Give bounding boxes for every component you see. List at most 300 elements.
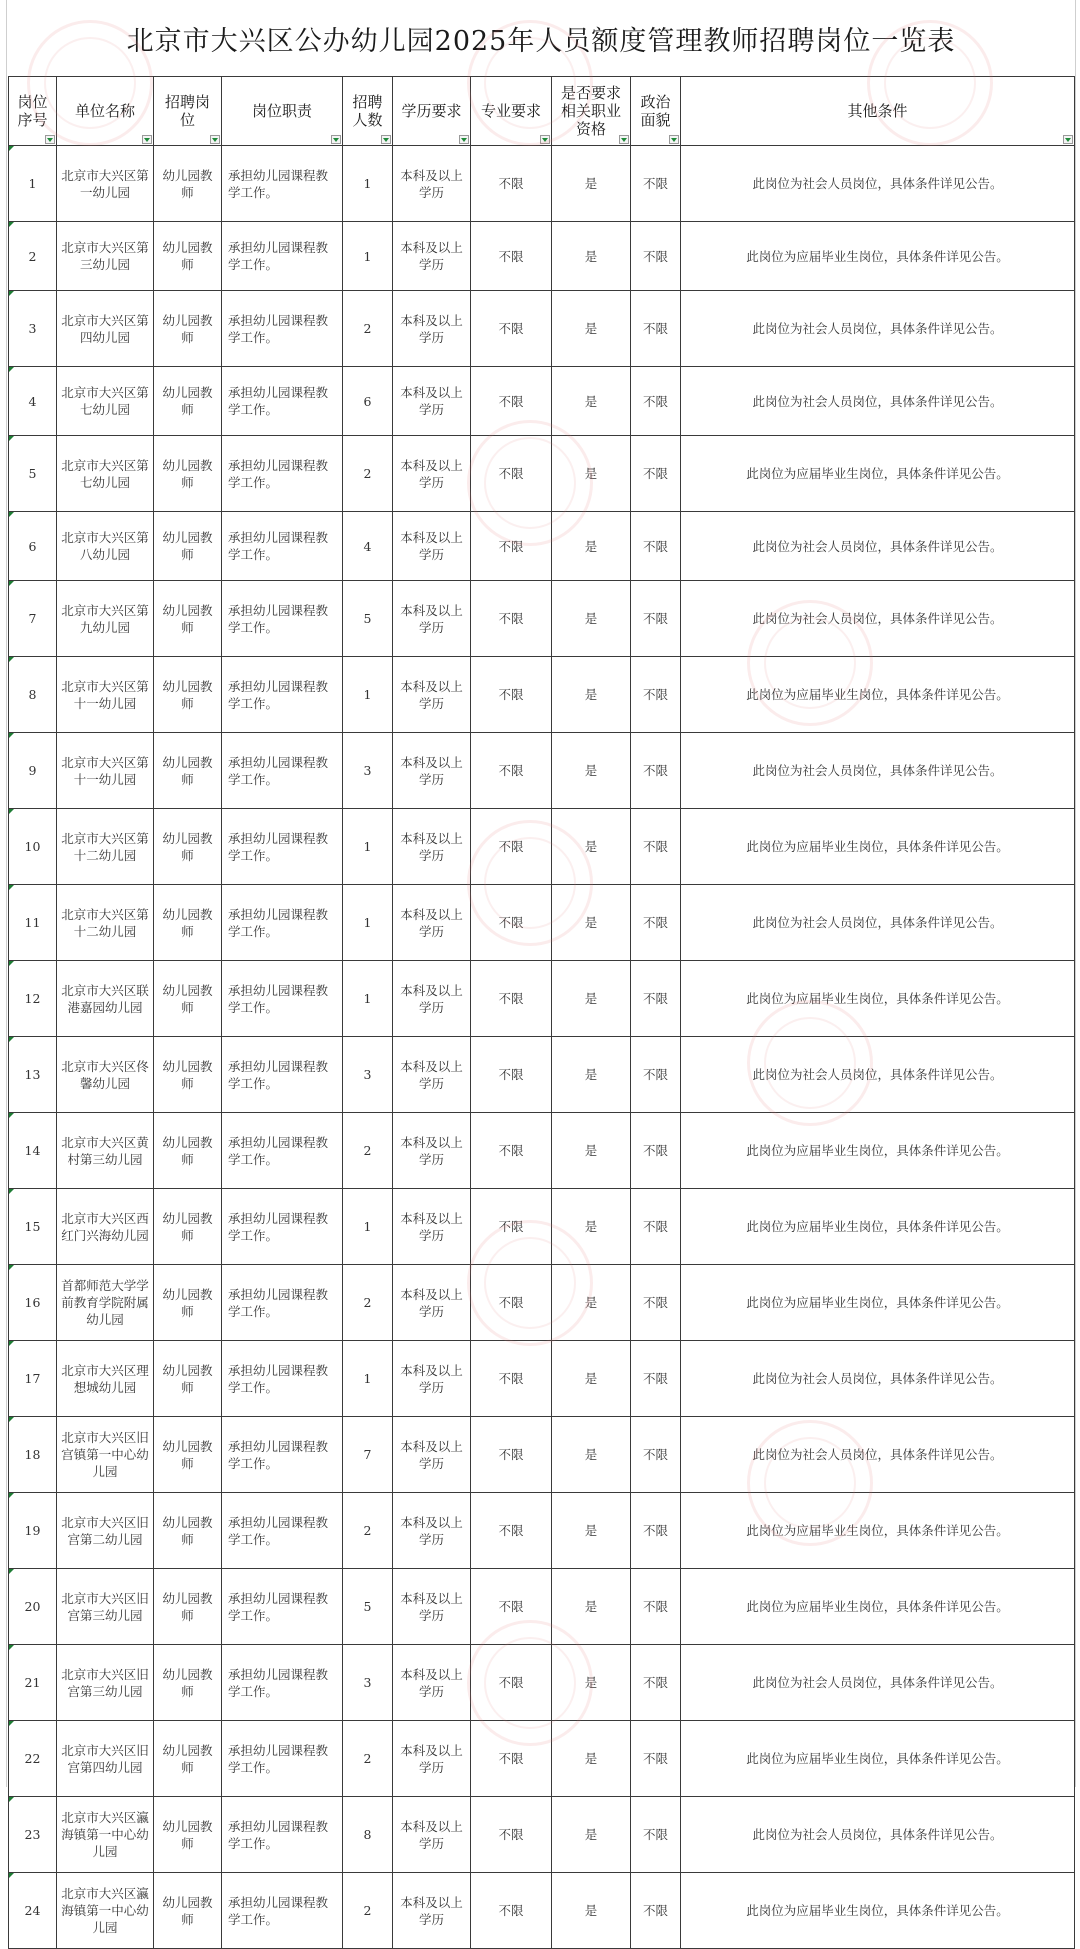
table-row — [9, 581, 1075, 657]
cell-education[interactable]: 本科及以上学历 — [393, 1873, 471, 1949]
cell-major[interactable]: 不限 — [471, 146, 552, 222]
cell-post[interactable]: 幼儿园教师 — [154, 1037, 222, 1113]
cell-other-conditions[interactable]: 此岗位为应届毕业生岗位，具体条件详见公告。 — [681, 1189, 1075, 1265]
cell-education[interactable]: 本科及以上学历 — [393, 146, 471, 222]
cell-qualification[interactable]: 是 — [552, 367, 631, 436]
cell-major[interactable]: 不限 — [471, 1721, 552, 1797]
cell-post[interactable]: 幼儿园教师 — [154, 1265, 222, 1341]
filter-dropdown-icon[interactable] — [619, 135, 629, 144]
cell-post-number[interactable]: 15 — [9, 1189, 57, 1265]
cell-post[interactable]: 幼儿园教师 — [154, 733, 222, 809]
cell-post[interactable]: 幼儿园教师 — [154, 657, 222, 733]
cell-other-conditions[interactable]: 此岗位为社会人员岗位，具体条件详见公告。 — [681, 1037, 1075, 1113]
cell-qualification[interactable]: 是 — [552, 1645, 631, 1721]
header-cell[interactable]: 是否要求相关职业资格 — [552, 77, 631, 146]
cell-post-number[interactable]: 14 — [9, 1113, 57, 1189]
cell-other-conditions[interactable]: 此岗位为社会人员岗位，具体条件详见公告。 — [681, 291, 1075, 367]
cell-post-number[interactable]: 24 — [9, 1873, 57, 1949]
cell-other-conditions[interactable]: 此岗位为社会人员岗位，具体条件详见公告。 — [681, 146, 1075, 222]
cell-major[interactable]: 不限 — [471, 885, 552, 961]
cell-post-number[interactable]: 23 — [9, 1797, 57, 1873]
cell-headcount[interactable]: 2 — [343, 1721, 393, 1797]
cell-unit-name[interactable]: 北京市大兴区第十二幼儿园 — [57, 809, 154, 885]
cell-other-conditions[interactable]: 此岗位为应届毕业生岗位，具体条件详见公告。 — [681, 961, 1075, 1037]
cell-comment-indicator-icon — [9, 1721, 14, 1726]
cell-post[interactable]: 幼儿园教师 — [154, 1417, 222, 1493]
header-cell[interactable]: 专业要求 — [471, 77, 552, 146]
cell-political-status[interactable]: 不限 — [631, 436, 681, 512]
cell-qualification[interactable]: 是 — [552, 512, 631, 581]
cell-headcount[interactable]: 3 — [343, 733, 393, 809]
cell-education[interactable]: 本科及以上学历 — [393, 1189, 471, 1265]
cell-political-status[interactable]: 不限 — [631, 885, 681, 961]
cell-major[interactable]: 不限 — [471, 1569, 552, 1645]
cell-major[interactable]: 不限 — [471, 1797, 552, 1873]
cell-qualification[interactable]: 是 — [552, 436, 631, 512]
cell-political-status[interactable]: 不限 — [631, 1113, 681, 1189]
cell-education[interactable]: 本科及以上学历 — [393, 1265, 471, 1341]
cell-political-status[interactable]: 不限 — [631, 1417, 681, 1493]
cell-duties[interactable]: 承担幼儿园课程教学工作。 — [222, 1417, 343, 1493]
cell-other-conditions[interactable]: 此岗位为社会人员岗位，具体条件详见公告。 — [681, 1341, 1075, 1417]
cell-political-status[interactable]: 不限 — [631, 1037, 681, 1113]
cell-duties[interactable]: 承担幼儿园课程教学工作。 — [222, 1341, 343, 1417]
cell-other-conditions[interactable]: 此岗位为社会人员岗位，具体条件详见公告。 — [681, 512, 1075, 581]
cell-major[interactable]: 不限 — [471, 436, 552, 512]
cell-political-status[interactable]: 不限 — [631, 1721, 681, 1797]
cell-post[interactable]: 幼儿园教师 — [154, 1873, 222, 1949]
cell-other-conditions[interactable]: 此岗位为应届毕业生岗位，具体条件详见公告。 — [681, 1873, 1075, 1949]
cell-comment-indicator-icon — [9, 1797, 14, 1802]
cell-political-status[interactable]: 不限 — [631, 733, 681, 809]
cell-headcount[interactable]: 2 — [343, 291, 393, 367]
cell-political-status[interactable]: 不限 — [631, 1569, 681, 1645]
filter-dropdown-icon[interactable] — [459, 135, 469, 144]
cell-unit-name[interactable]: 北京市大兴区佟馨幼儿园 — [57, 1037, 154, 1113]
cell-qualification[interactable]: 是 — [552, 1493, 631, 1569]
filter-dropdown-icon[interactable] — [45, 135, 55, 144]
cell-qualification[interactable]: 是 — [552, 657, 631, 733]
cell-other-conditions[interactable]: 此岗位为社会人员岗位，具体条件详见公告。 — [681, 1645, 1075, 1721]
table-row — [9, 1645, 1075, 1721]
cell-post[interactable]: 幼儿园教师 — [154, 291, 222, 367]
cell-duties[interactable]: 承担幼儿园课程教学工作。 — [222, 1569, 343, 1645]
cell-post-number[interactable]: 19 — [9, 1493, 57, 1569]
cell-unit-name[interactable]: 北京市大兴区第十一幼儿园 — [57, 733, 154, 809]
cell-qualification[interactable]: 是 — [552, 581, 631, 657]
cell-political-status[interactable]: 不限 — [631, 657, 681, 733]
cell-post-number[interactable]: 7 — [9, 581, 57, 657]
cell-other-conditions[interactable]: 此岗位为应届毕业生岗位，具体条件详见公告。 — [681, 1569, 1075, 1645]
cell-duties[interactable]: 承担幼儿园课程教学工作。 — [222, 1113, 343, 1189]
cell-headcount[interactable]: 6 — [343, 367, 393, 436]
spreadsheet-sheet — [6, 0, 1076, 1935]
cell-comment-indicator-icon — [9, 1037, 14, 1042]
cell-comment-indicator-icon — [9, 809, 14, 814]
filter-dropdown-icon[interactable] — [381, 135, 391, 144]
cell-duties[interactable]: 承担幼儿园课程教学工作。 — [222, 657, 343, 733]
cell-duties[interactable]: 承担幼儿园课程教学工作。 — [222, 146, 343, 222]
cell-post[interactable]: 幼儿园教师 — [154, 1797, 222, 1873]
table-row — [9, 512, 1075, 581]
cell-post-number[interactable]: 1 — [9, 146, 57, 222]
cell-post-number[interactable]: 21 — [9, 1645, 57, 1721]
header-cell[interactable]: 单位名称 — [57, 77, 154, 146]
cell-other-conditions[interactable]: 此岗位为应届毕业生岗位，具体条件详见公告。 — [681, 1265, 1075, 1341]
cell-education[interactable]: 本科及以上学历 — [393, 367, 471, 436]
cell-education[interactable]: 本科及以上学历 — [393, 1341, 471, 1417]
cell-post[interactable]: 幼儿园教师 — [154, 1113, 222, 1189]
cell-unit-name[interactable]: 北京市大兴区第一幼儿园 — [57, 146, 154, 222]
cell-duties[interactable]: 承担幼儿园课程教学工作。 — [222, 961, 343, 1037]
cell-post-number[interactable]: 6 — [9, 512, 57, 581]
cell-political-status[interactable]: 不限 — [631, 1265, 681, 1341]
cell-headcount[interactable]: 2 — [343, 1493, 393, 1569]
cell-qualification[interactable]: 是 — [552, 1037, 631, 1113]
cell-unit-name[interactable]: 北京市大兴区旧宫镇第一中心幼儿园 — [57, 1417, 154, 1493]
header-cell[interactable]: 招聘人数 — [343, 77, 393, 146]
cell-qualification[interactable]: 是 — [552, 1569, 631, 1645]
cell-other-conditions[interactable]: 此岗位为社会人员岗位，具体条件详见公告。 — [681, 885, 1075, 961]
cell-political-status[interactable]: 不限 — [631, 809, 681, 885]
cell-duties[interactable]: 承担幼儿园课程教学工作。 — [222, 1189, 343, 1265]
cell-headcount[interactable]: 1 — [343, 809, 393, 885]
cell-post-number[interactable]: 12 — [9, 961, 57, 1037]
cell-comment-indicator-icon — [9, 1265, 14, 1270]
cell-duties[interactable]: 承担幼儿园课程教学工作。 — [222, 367, 343, 436]
cell-headcount[interactable]: 3 — [343, 1037, 393, 1113]
cell-post-number[interactable]: 20 — [9, 1569, 57, 1645]
cell-major[interactable]: 不限 — [471, 1037, 552, 1113]
cell-post[interactable]: 幼儿园教师 — [154, 367, 222, 436]
cell-major[interactable]: 不限 — [471, 222, 552, 291]
table-row — [9, 1721, 1075, 1797]
cell-other-conditions[interactable]: 此岗位为社会人员岗位，具体条件详见公告。 — [681, 1417, 1075, 1493]
cell-political-status[interactable]: 不限 — [631, 1341, 681, 1417]
cell-major[interactable]: 不限 — [471, 1341, 552, 1417]
cell-education[interactable]: 本科及以上学历 — [393, 512, 471, 581]
cell-post-number[interactable]: 2 — [9, 222, 57, 291]
header-cell[interactable]: 招聘岗位 — [154, 77, 222, 146]
cell-education[interactable]: 本科及以上学历 — [393, 657, 471, 733]
header-cell[interactable]: 岗位序号 — [9, 77, 57, 146]
cell-major[interactable]: 不限 — [471, 581, 552, 657]
cell-qualification[interactable]: 是 — [552, 1341, 631, 1417]
cell-comment-indicator-icon — [9, 291, 14, 296]
cell-major[interactable]: 不限 — [471, 809, 552, 885]
cell-major[interactable]: 不限 — [471, 1189, 552, 1265]
cell-duties[interactable]: 承担幼儿园课程教学工作。 — [222, 1265, 343, 1341]
table-row — [9, 367, 1075, 436]
cell-education[interactable]: 本科及以上学历 — [393, 436, 471, 512]
cell-duties[interactable]: 承担幼儿园课程教学工作。 — [222, 1721, 343, 1797]
table-row — [9, 1037, 1075, 1113]
cell-post-number[interactable]: 16 — [9, 1265, 57, 1341]
cell-comment-indicator-icon — [9, 733, 14, 738]
cell-education[interactable]: 本科及以上学历 — [393, 1797, 471, 1873]
cell-post[interactable]: 幼儿园教师 — [154, 1569, 222, 1645]
cell-political-status[interactable]: 不限 — [631, 512, 681, 581]
cell-headcount[interactable]: 3 — [343, 1645, 393, 1721]
cell-headcount[interactable]: 8 — [343, 1797, 393, 1873]
cell-duties[interactable]: 承担幼儿园课程教学工作。 — [222, 1645, 343, 1721]
cell-qualification[interactable]: 是 — [552, 961, 631, 1037]
cell-post-number[interactable]: 13 — [9, 1037, 57, 1113]
cell-post[interactable]: 幼儿园教师 — [154, 146, 222, 222]
cell-post[interactable]: 幼儿园教师 — [154, 512, 222, 581]
cell-headcount[interactable]: 4 — [343, 512, 393, 581]
cell-post-number[interactable]: 17 — [9, 1341, 57, 1417]
cell-education[interactable]: 本科及以上学历 — [393, 222, 471, 291]
cell-unit-name[interactable]: 北京市大兴区旧宫第四幼儿园 — [57, 1721, 154, 1797]
filter-dropdown-icon[interactable] — [669, 135, 679, 144]
cell-headcount[interactable]: 7 — [343, 1417, 393, 1493]
cell-post[interactable]: 幼儿园教师 — [154, 581, 222, 657]
cell-post-number[interactable]: 10 — [9, 809, 57, 885]
cell-post-number[interactable]: 11 — [9, 885, 57, 961]
cell-comment-indicator-icon — [9, 1569, 14, 1574]
cell-other-conditions[interactable]: 此岗位为应届毕业生岗位，具体条件详见公告。 — [681, 222, 1075, 291]
cell-comment-indicator-icon — [9, 1493, 14, 1498]
cell-education[interactable]: 本科及以上学历 — [393, 1645, 471, 1721]
cell-qualification[interactable]: 是 — [552, 1797, 631, 1873]
cell-qualification[interactable]: 是 — [552, 222, 631, 291]
cell-major[interactable]: 不限 — [471, 1873, 552, 1949]
cell-education[interactable]: 本科及以上学历 — [393, 1493, 471, 1569]
header-cell[interactable]: 政治面貌 — [631, 77, 681, 146]
cell-other-conditions[interactable]: 此岗位为应届毕业生岗位，具体条件详见公告。 — [681, 809, 1075, 885]
cell-headcount[interactable]: 1 — [343, 222, 393, 291]
cell-education[interactable]: 本科及以上学历 — [393, 581, 471, 657]
table-row — [9, 1797, 1075, 1873]
cell-major[interactable]: 不限 — [471, 1113, 552, 1189]
table-row — [9, 1873, 1075, 1949]
cell-post-number[interactable]: 8 — [9, 657, 57, 733]
cell-education[interactable]: 本科及以上学历 — [393, 1417, 471, 1493]
cell-comment-indicator-icon — [9, 367, 14, 372]
table-row — [9, 657, 1075, 733]
cell-unit-name[interactable]: 北京市大兴区第三幼儿园 — [57, 222, 154, 291]
table-row — [9, 436, 1075, 512]
cell-post-number[interactable]: 5 — [9, 436, 57, 512]
cell-unit-name[interactable]: 北京市大兴区理想城幼儿园 — [57, 1341, 154, 1417]
cell-qualification[interactable]: 是 — [552, 1417, 631, 1493]
cell-comment-indicator-icon — [9, 885, 14, 890]
cell-other-conditions[interactable]: 此岗位为应届毕业生岗位，具体条件详见公告。 — [681, 1113, 1075, 1189]
cell-political-status[interactable]: 不限 — [631, 961, 681, 1037]
cell-major[interactable]: 不限 — [471, 367, 552, 436]
cell-headcount[interactable]: 2 — [343, 1113, 393, 1189]
cell-qualification[interactable]: 是 — [552, 291, 631, 367]
cell-comment-indicator-icon — [9, 146, 14, 151]
cell-unit-name[interactable]: 北京市大兴区西红门兴海幼儿园 — [57, 1189, 154, 1265]
cell-education[interactable]: 本科及以上学历 — [393, 961, 471, 1037]
cell-post-number[interactable]: 3 — [9, 291, 57, 367]
cell-duties[interactable]: 承担幼儿园课程教学工作。 — [222, 291, 343, 367]
cell-duties[interactable]: 承担幼儿园课程教学工作。 — [222, 809, 343, 885]
cell-duties[interactable]: 承担幼儿园课程教学工作。 — [222, 733, 343, 809]
table-row — [9, 222, 1075, 291]
cell-political-status[interactable]: 不限 — [631, 291, 681, 367]
cell-major[interactable]: 不限 — [471, 291, 552, 367]
cell-unit-name[interactable]: 北京市大兴区第十二幼儿园 — [57, 885, 154, 961]
table-row — [9, 809, 1075, 885]
header-cell[interactable]: 岗位职责 — [222, 77, 343, 146]
cell-post[interactable]: 幼儿园教师 — [154, 1645, 222, 1721]
cell-unit-name[interactable]: 北京市大兴区旧宫第三幼儿园 — [57, 1569, 154, 1645]
cell-duties[interactable]: 承担幼儿园课程教学工作。 — [222, 581, 343, 657]
cell-headcount[interactable]: 2 — [343, 1873, 393, 1949]
cell-comment-indicator-icon — [9, 961, 14, 966]
cell-comment-indicator-icon — [9, 1113, 14, 1118]
cell-political-status[interactable]: 不限 — [631, 1189, 681, 1265]
cell-headcount[interactable]: 2 — [343, 436, 393, 512]
cell-duties[interactable]: 承担幼儿园课程教学工作。 — [222, 1797, 343, 1873]
cell-unit-name[interactable]: 北京市大兴区联港嘉园幼儿园 — [57, 961, 154, 1037]
cell-unit-name[interactable]: 北京市大兴区瀛海镇第一中心幼儿园 — [57, 1797, 154, 1873]
filter-dropdown-icon[interactable] — [540, 135, 550, 144]
filter-dropdown-icon[interactable] — [331, 135, 341, 144]
cell-major[interactable]: 不限 — [471, 1493, 552, 1569]
cell-post[interactable]: 幼儿园教师 — [154, 885, 222, 961]
cell-education[interactable]: 本科及以上学历 — [393, 1721, 471, 1797]
page-title: 北京市大兴区公办幼儿园2025年人员额度管理教师招聘岗位一览表 — [126, 25, 956, 57]
recruitment-table — [8, 76, 1075, 1949]
cell-qualification[interactable]: 是 — [552, 146, 631, 222]
cell-major[interactable]: 不限 — [471, 1417, 552, 1493]
cell-headcount[interactable]: 1 — [343, 961, 393, 1037]
cell-unit-name[interactable]: 北京市大兴区第七幼儿园 — [57, 436, 154, 512]
cell-other-conditions[interactable]: 此岗位为应届毕业生岗位，具体条件详见公告。 — [681, 657, 1075, 733]
cell-headcount[interactable]: 2 — [343, 1265, 393, 1341]
cell-duties[interactable]: 承担幼儿园课程教学工作。 — [222, 1873, 343, 1949]
cell-qualification[interactable]: 是 — [552, 1113, 631, 1189]
cell-education[interactable]: 本科及以上学历 — [393, 885, 471, 961]
cell-duties[interactable]: 承担幼儿园课程教学工作。 — [222, 222, 343, 291]
cell-political-status[interactable]: 不限 — [631, 1645, 681, 1721]
cell-post[interactable]: 幼儿园教师 — [154, 961, 222, 1037]
cell-post-number[interactable]: 22 — [9, 1721, 57, 1797]
cell-unit-name[interactable]: 北京市大兴区第七幼儿园 — [57, 367, 154, 436]
cell-education[interactable]: 本科及以上学历 — [393, 809, 471, 885]
cell-other-conditions[interactable]: 此岗位为社会人员岗位，具体条件详见公告。 — [681, 367, 1075, 436]
cell-comment-indicator-icon — [9, 512, 14, 517]
cell-post[interactable]: 幼儿园教师 — [154, 436, 222, 512]
cell-post[interactable]: 幼儿园教师 — [154, 1341, 222, 1417]
cell-political-status[interactable]: 不限 — [631, 367, 681, 436]
cell-unit-name[interactable]: 北京市大兴区旧宫第二幼儿园 — [57, 1493, 154, 1569]
filter-dropdown-icon[interactable] — [142, 135, 152, 144]
table-row — [9, 1341, 1075, 1417]
cell-qualification[interactable]: 是 — [552, 1873, 631, 1949]
cell-duties[interactable]: 承担幼儿园课程教学工作。 — [222, 1037, 343, 1113]
cell-headcount[interactable]: 1 — [343, 1189, 393, 1265]
cell-headcount[interactable]: 5 — [343, 1569, 393, 1645]
table-row — [9, 1113, 1075, 1189]
cell-other-conditions[interactable]: 此岗位为应届毕业生岗位，具体条件详见公告。 — [681, 1493, 1075, 1569]
cell-major[interactable]: 不限 — [471, 961, 552, 1037]
cell-major[interactable]: 不限 — [471, 512, 552, 581]
cell-post-number[interactable]: 4 — [9, 367, 57, 436]
cell-education[interactable]: 本科及以上学历 — [393, 1569, 471, 1645]
cell-headcount[interactable]: 5 — [343, 581, 393, 657]
cell-duties[interactable]: 承担幼儿园课程教学工作。 — [222, 436, 343, 512]
cell-political-status[interactable]: 不限 — [631, 1797, 681, 1873]
cell-comment-indicator-icon — [9, 436, 14, 441]
header-cell[interactable]: 学历要求 — [393, 77, 471, 146]
table-row — [9, 961, 1075, 1037]
cell-political-status[interactable]: 不限 — [631, 581, 681, 657]
cell-post[interactable]: 幼儿园教师 — [154, 1493, 222, 1569]
cell-headcount[interactable]: 1 — [343, 885, 393, 961]
cell-post[interactable]: 幼儿园教师 — [154, 222, 222, 291]
cell-unit-name[interactable]: 北京市大兴区第八幼儿园 — [57, 512, 154, 581]
cell-comment-indicator-icon — [9, 657, 14, 662]
cell-education[interactable]: 本科及以上学历 — [393, 733, 471, 809]
cell-other-conditions[interactable]: 此岗位为应届毕业生岗位，具体条件详见公告。 — [681, 1721, 1075, 1797]
cell-post[interactable]: 幼儿园教师 — [154, 1721, 222, 1797]
table-row — [9, 1189, 1075, 1265]
cell-political-status[interactable]: 不限 — [631, 1873, 681, 1949]
cell-political-status[interactable]: 不限 — [631, 146, 681, 222]
cell-qualification[interactable]: 是 — [552, 1721, 631, 1797]
cell-unit-name[interactable]: 北京市大兴区瀛海镇第一中心幼儿园 — [57, 1873, 154, 1949]
cell-other-conditions[interactable]: 此岗位为社会人员岗位，具体条件详见公告。 — [681, 733, 1075, 809]
cell-headcount[interactable]: 1 — [343, 1341, 393, 1417]
cell-major[interactable]: 不限 — [471, 657, 552, 733]
cell-duties[interactable]: 承担幼儿园课程教学工作。 — [222, 1493, 343, 1569]
cell-unit-name[interactable]: 北京市大兴区旧宫第三幼儿园 — [57, 1645, 154, 1721]
cell-headcount[interactable]: 1 — [343, 146, 393, 222]
cell-comment-indicator-icon — [9, 1341, 14, 1346]
cell-duties[interactable]: 承担幼儿园课程教学工作。 — [222, 512, 343, 581]
cell-education[interactable]: 本科及以上学历 — [393, 1037, 471, 1113]
cell-other-conditions[interactable]: 此岗位为社会人员岗位，具体条件详见公告。 — [681, 581, 1075, 657]
cell-unit-name[interactable]: 首都师范大学学前教育学院附属幼儿园 — [57, 1265, 154, 1341]
cell-education[interactable]: 本科及以上学历 — [393, 291, 471, 367]
cell-major[interactable]: 不限 — [471, 1265, 552, 1341]
cell-major[interactable]: 不限 — [471, 1645, 552, 1721]
cell-post[interactable]: 幼儿园教师 — [154, 809, 222, 885]
cell-unit-name[interactable]: 北京市大兴区黄村第三幼儿园 — [57, 1113, 154, 1189]
cell-major[interactable]: 不限 — [471, 733, 552, 809]
table-row — [9, 146, 1075, 222]
cell-qualification[interactable]: 是 — [552, 809, 631, 885]
cell-post-number[interactable]: 9 — [9, 733, 57, 809]
cell-qualification[interactable]: 是 — [552, 1189, 631, 1265]
cell-post-number[interactable]: 18 — [9, 1417, 57, 1493]
cell-unit-name[interactable]: 北京市大兴区第十一幼儿园 — [57, 657, 154, 733]
cell-post[interactable]: 幼儿园教师 — [154, 1189, 222, 1265]
table-row — [9, 885, 1075, 961]
table-row — [9, 1569, 1075, 1645]
cell-qualification[interactable]: 是 — [552, 733, 631, 809]
cell-other-conditions[interactable]: 此岗位为应届毕业生岗位，具体条件详见公告。 — [681, 436, 1075, 512]
cell-qualification[interactable]: 是 — [552, 885, 631, 961]
cell-duties[interactable]: 承担幼儿园课程教学工作。 — [222, 885, 343, 961]
filter-dropdown-icon[interactable] — [1063, 135, 1073, 144]
cell-headcount[interactable]: 1 — [343, 657, 393, 733]
cell-political-status[interactable]: 不限 — [631, 222, 681, 291]
cell-qualification[interactable]: 是 — [552, 1265, 631, 1341]
header-cell[interactable]: 其他条件 — [681, 77, 1075, 146]
cell-unit-name[interactable]: 北京市大兴区第四幼儿园 — [57, 291, 154, 367]
cell-unit-name[interactable]: 北京市大兴区第九幼儿园 — [57, 581, 154, 657]
cell-education[interactable]: 本科及以上学历 — [393, 1113, 471, 1189]
cell-political-status[interactable]: 不限 — [631, 1493, 681, 1569]
filter-dropdown-icon[interactable] — [210, 135, 220, 144]
cell-other-conditions[interactable]: 此岗位为社会人员岗位，具体条件详见公告。 — [681, 1797, 1075, 1873]
